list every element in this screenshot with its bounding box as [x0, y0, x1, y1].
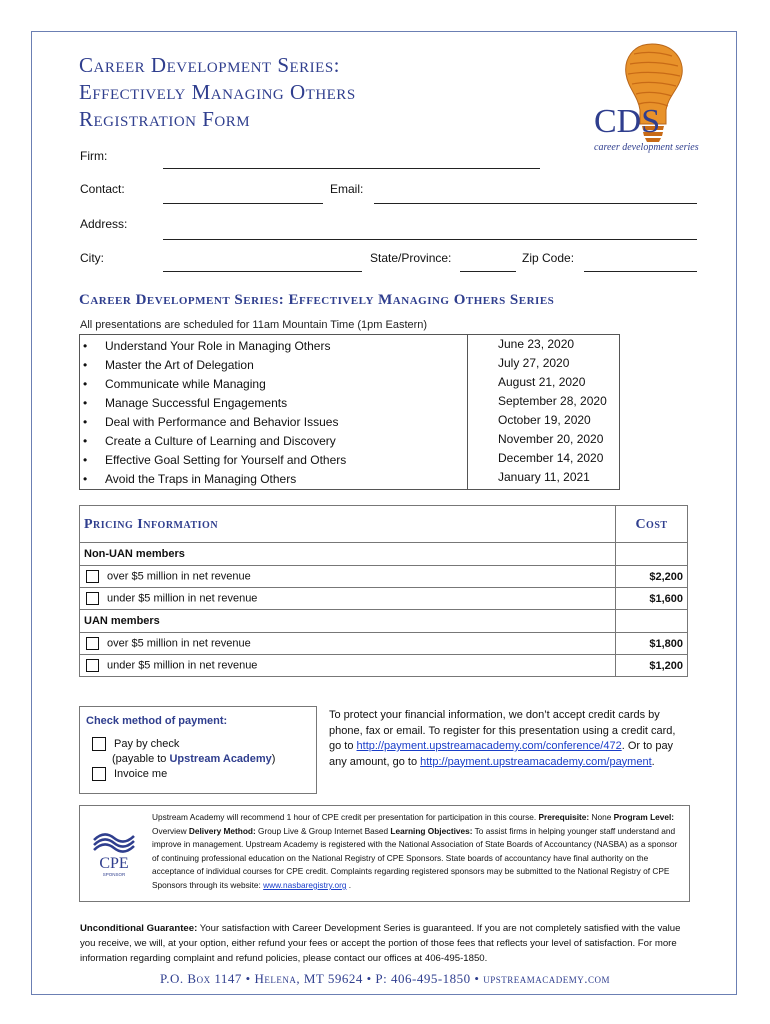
cds-lightbulb-logo [584, 40, 714, 155]
price-option-row [80, 566, 688, 588]
email-label: Email: [330, 182, 364, 196]
session-title: • Deal with Performance and Behavior Issues [80, 413, 467, 432]
firm-label: Firm: [80, 149, 108, 163]
session-list [80, 337, 467, 489]
session-date: September 28, 2020 [498, 394, 607, 408]
flag-icon [94, 834, 134, 851]
payment-method-box [79, 706, 317, 794]
session-date: October 19, 2020 [498, 413, 591, 427]
nasba-registry-link[interactable]: www.nasbaregistry.org [263, 879, 347, 890]
general-payment-link[interactable]: http://payment.upstreamacademy.com/payment [420, 755, 652, 768]
title-line-1: Career Development Series: [79, 53, 341, 77]
state-label: State/Province: [370, 251, 452, 265]
group-name: UAN members [80, 610, 616, 633]
cpe-info-box [79, 805, 690, 902]
zip-field[interactable] [584, 271, 697, 272]
conference-payment-link[interactable]: http://payment.upstreamacademy.com/conference/472 [356, 740, 622, 752]
session-date: January 11, 2021 [498, 470, 590, 484]
price-option-label: under $5 million in net revenue [107, 592, 258, 605]
price-option-row [80, 655, 688, 677]
title-line-3: Registration Form [79, 107, 251, 131]
cpe-logo-sub: SPONSOR [102, 872, 126, 877]
price-value: $1,200 [616, 655, 688, 677]
price-value: $2,200 [616, 566, 688, 588]
payment-heading: Check method of payment: [86, 715, 228, 727]
pricing-heading-text: Pricing Information [84, 517, 219, 532]
contact-field[interactable] [163, 203, 323, 204]
price-option-row [80, 633, 688, 655]
guarantee-text: Unconditional Guarantee: Your satisfaction with Career Development Series is guaranteed. If you are not completely satisfied with the value you receive, we will, at your option, either refund your fees or accept the portion of those fees that reflects your level of satisfaction. For more information regarding complaint and refund policies, please contact our offices at 406-495-1850. [80, 923, 681, 964]
schedule-note: All presentations are scheduled for 11am Mountain Time (1pm Eastern) [80, 319, 428, 331]
pricing-heading [80, 506, 616, 543]
contact-label: Contact: [80, 182, 125, 196]
price-option-row [80, 588, 688, 610]
price-option-label: over $5 million in net revenue [107, 570, 251, 583]
footer-contact: P.O. Box 1147 • Helena, MT 59624 • P: 406-495-1850 • upstreamacademy.com [160, 971, 610, 986]
pay-by-check-checkbox[interactable] [92, 737, 106, 751]
price-option-label: over $5 million in net revenue [107, 637, 251, 650]
session-schedule [79, 334, 620, 490]
group-name: Non-UAN members [80, 543, 616, 566]
check-payee: (payable to Upstream Academy) [112, 753, 276, 765]
footer-address: P.O. Box 1147 [160, 971, 242, 986]
logo-text: CDS [594, 103, 661, 140]
price-option-label: under $5 million in net revenue [107, 659, 258, 672]
cpe-credit-text: Upstream Academy will recommend 1 hour of CPE credit per presentation for participation in this course. Prerequisite: None Program Level: Overview Delivery Method: Group Live & Group Internet Based Learning Objectives: To assist firms in helping younger staff understand and improve in management. Upstream Academy is registered with the National Association of State Boards of Accountancy (NASBA) as a sponsor of continuing professional education on the National Registry of CPE Sponsors. State boards of accountancy have final authority on the acceptance of individual courses for CPE credit. Complaints regarding registered sponsors may be submitted to the National Registry of CPE Sponsors through its website: www.nasbaregistry.org . [152, 812, 678, 890]
price-option-checkbox[interactable] [86, 659, 99, 672]
cost-heading [616, 506, 688, 543]
session-title: • Master the Art of Delegation [80, 356, 467, 375]
session-title: • Understand Your Role in Managing Others [80, 337, 467, 356]
session-date: December 14, 2020 [498, 451, 604, 465]
footer-city: Helena, MT 59624 [254, 971, 363, 986]
credit-card-info: To protect your financial information, we don’t accept credit cards by phone, fax or email. To register for this presentation using a credit card, go to http://payment.upstreamacademy.com/conference/472. Or to pay any amount, go to http://payment.upstreamacademy.com/payment. [329, 709, 676, 768]
address-label: Address: [80, 217, 128, 231]
session-date: August 21, 2020 [498, 375, 586, 389]
price-value: $1,800 [616, 633, 688, 655]
price-option-checkbox[interactable] [86, 592, 99, 605]
city-field[interactable] [163, 271, 362, 272]
cost-heading-text: Cost [635, 517, 668, 532]
cpe-sponsor-logo [90, 826, 138, 878]
footer-phone: P: 406-495-1850 [375, 971, 471, 986]
form-title [79, 52, 356, 133]
payee-name: Upstream Academy [169, 753, 272, 765]
cpe-logo-text: CPE [99, 855, 129, 872]
state-field[interactable] [460, 271, 516, 272]
session-title: • Manage Successful Engagements [80, 394, 467, 413]
session-title: • Communicate while Managing [80, 375, 467, 394]
zip-label: Zip Code: [522, 251, 575, 265]
session-date: June 23, 2020 [498, 337, 575, 351]
series-heading: Career Development Series: Effectively Managing Others Series [79, 292, 555, 308]
price-option-checkbox[interactable] [86, 637, 99, 650]
price-option-checkbox[interactable] [86, 570, 99, 583]
session-date: November 20, 2020 [498, 432, 604, 446]
pay-by-check-label: Pay by check [114, 737, 180, 750]
price-value: $1,600 [616, 588, 688, 610]
invoice-me-label: Invoice me [114, 767, 168, 780]
session-date: July 27, 2020 [498, 356, 570, 370]
city-label: City: [80, 251, 104, 265]
session-title: • Effective Goal Setting for Yourself and Others [80, 451, 467, 470]
address-field[interactable] [163, 239, 697, 240]
session-title: • Avoid the Traps in Managing Others [80, 470, 467, 489]
invoice-me-checkbox[interactable] [92, 767, 106, 781]
footer-website: upstreamacademy.com [483, 971, 610, 986]
session-title: • Create a Culture of Learning and Discovery [80, 432, 467, 451]
email-field[interactable] [374, 203, 697, 204]
pricing-table [79, 505, 688, 677]
firm-field[interactable] [163, 168, 540, 169]
title-line-2: Effectively Managing Others [79, 80, 356, 104]
logo-tagline: career development series [594, 142, 699, 153]
